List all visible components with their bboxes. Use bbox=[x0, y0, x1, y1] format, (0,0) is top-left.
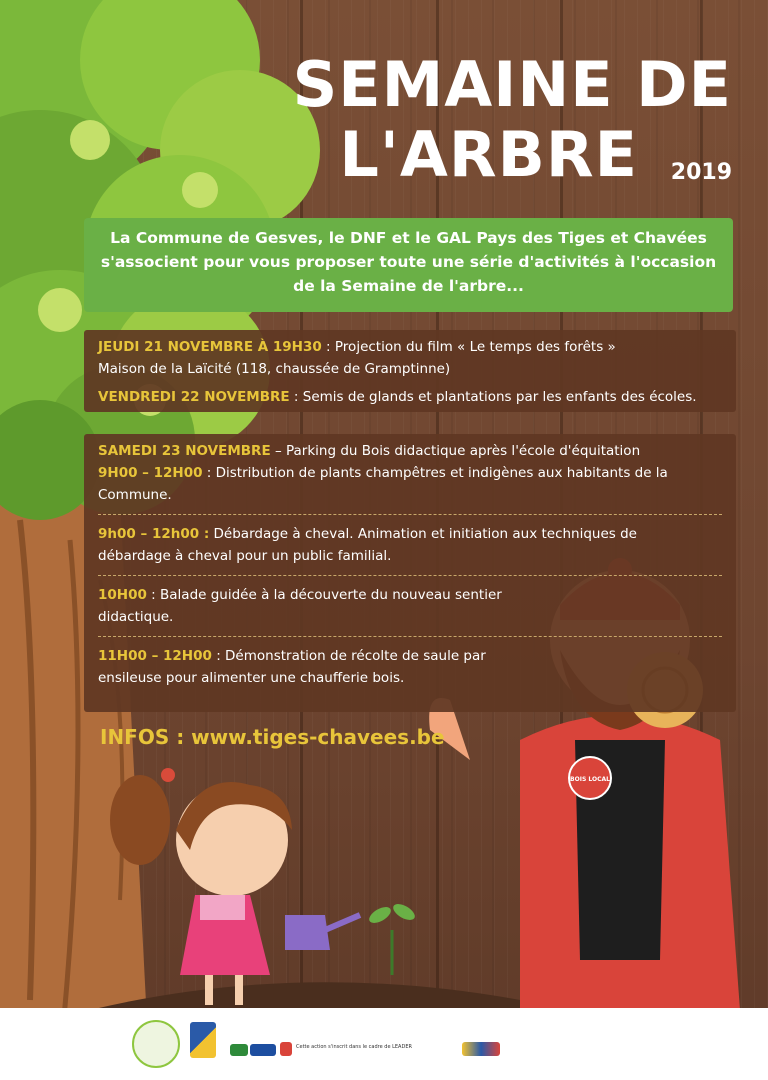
event-jeudi bbox=[98, 336, 722, 380]
event-samedi-date: SAMEDI 23 NOVEMBRE bbox=[98, 443, 271, 459]
title-line-2: L'ARBRE bbox=[339, 118, 638, 191]
partner-logo bbox=[462, 1042, 500, 1056]
divider bbox=[98, 636, 722, 637]
commune-crest-logo bbox=[190, 1022, 216, 1058]
activity-item bbox=[98, 584, 528, 628]
events-panel-week bbox=[84, 330, 736, 412]
eu-flag-logo bbox=[250, 1044, 276, 1056]
footer-logos bbox=[0, 1008, 768, 1080]
activity-item bbox=[98, 462, 698, 506]
event-jeudi-place: Maison de la Laïcité (118, chaussée de Gramptinne) bbox=[98, 361, 451, 377]
event-jeudi-text: : Projection du film « Le temps des forêts » bbox=[321, 339, 616, 355]
bois-local-badge bbox=[568, 756, 612, 800]
event-jeudi-date: JEUDI 21 NOVEMBRE À 19H30 bbox=[98, 339, 322, 355]
activity-text: : Démonstration de récolte de saule par ensileuse pour alimenter une chaufferie bois. bbox=[98, 648, 486, 686]
activity-time: 11H00 – 12H00 bbox=[98, 648, 212, 664]
gal-logo bbox=[132, 1020, 180, 1068]
event-vendredi-date: VENDREDI 22 NOVEMBRE bbox=[98, 389, 290, 405]
activity-text: : Balade guidée à la découverte du nouveau sentier didactique. bbox=[98, 587, 502, 625]
event-samedi-text: – Parking du Bois didactique après l'école d'équitation bbox=[270, 443, 641, 459]
title-line-1: SEMAINE DE bbox=[292, 48, 732, 121]
badge-label: BOIS LOCAL bbox=[570, 776, 610, 783]
events-panel-samedi bbox=[84, 434, 736, 712]
activity-item bbox=[98, 523, 698, 567]
intro-box: La Commune de Gesves, le DNF et le GAL Pays des Tiges et Chavées s'associent pour vous proposer toute une série d'activités à l'occasion de la Semaine de l'arbre... bbox=[84, 218, 733, 312]
divider bbox=[98, 514, 722, 515]
activity-text: : Distribution de plants champêtres et indigènes aux habitants de la Commune. bbox=[98, 465, 668, 503]
activity-text: Débardage à cheval. Animation et initiation aux techniques de débardage à cheval pour un public familial. bbox=[98, 526, 637, 564]
wallonie-logo bbox=[280, 1042, 292, 1056]
activity-time: 9h00 – 12h00 : bbox=[98, 526, 210, 542]
infos-link[interactable]: INFOS : www.tiges-chavees.be bbox=[100, 725, 445, 749]
event-vendredi bbox=[98, 386, 722, 408]
activity-time: 10H00 bbox=[98, 587, 147, 603]
event-vendredi-text: : Semis de glands et plantations par les enfants des écoles. bbox=[289, 389, 697, 405]
event-samedi-header bbox=[98, 440, 722, 462]
activity-time: 9H00 – 12H00 bbox=[98, 465, 203, 481]
footer-legal-text: Cette action s'inscrit dans le cadre de LEADER bbox=[296, 1044, 412, 1050]
leader-logo bbox=[230, 1044, 248, 1056]
activity-item bbox=[98, 645, 518, 689]
divider bbox=[98, 575, 722, 576]
title-year: 2019 bbox=[670, 160, 732, 185]
